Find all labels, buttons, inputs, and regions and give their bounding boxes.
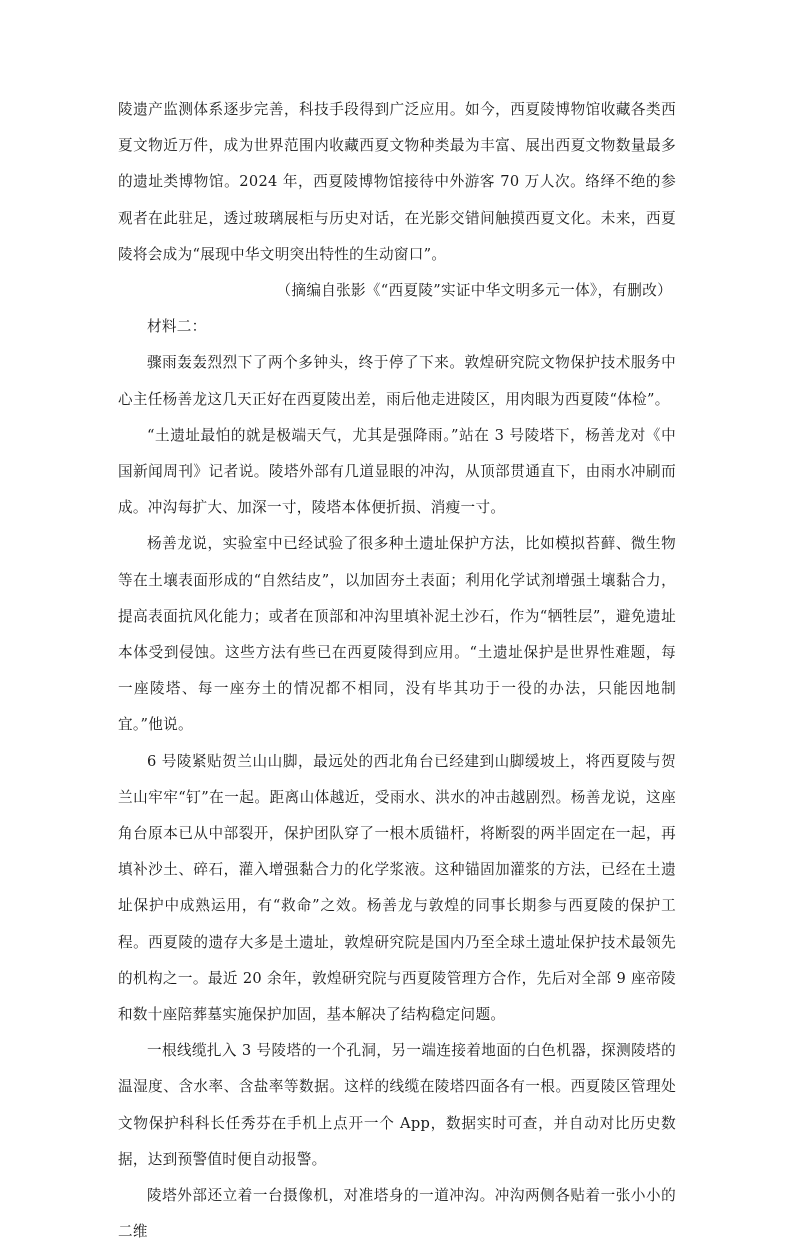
source-citation: （摘编自张影《“西夏陵”实证中华文明多元一体》，有删改） [276,282,672,300]
paragraph-rain: 骤雨轰轰烈烈下了两个多钟头，终于停了下来。敦煌研究院文物保护技术服务中心主任杨善龙这几天正好在西夏陵出差，雨后他走进陵区，用肉眼为西夏陵“体检”。 [118,354,676,408]
document-page [118,92,676,1251]
paragraph-protection-methods: 杨善龙说，实验室中已经试验了很多种土遗址保护方法，比如模拟苔藓、微生物等在土壤表面形成的“自然结皮”，以加固夯土表面；利用化学试剂增强土壤黏合力，提高表面抗风化能力；或者在顶部和冲沟里填补泥土沙石，作为“牺牲层”，避免遗址本体受到侵蚀。这些方法有些已在西夏陵得到应用。“土遗址保护是世界性难题，每一座陵塔、每一座夯土的情况都不相同，没有毕其功于一役的办法，只能因地制宜。”他说。 [118,535,676,734]
paragraph-monitoring-cable: 一根线缆扎入 3 号陵塔的一个孔洞，另一端连接着地面的白色机器，探测陵塔的温湿度、含水率、含盐率等数据。这样的线缆在陵塔四面各有一根。西夏陵区管理处文物保护科科长任秀芬在手机上点开一个 App，数据实时可查，并自动对比历史数据，达到预警值时便自动报警。 [118,1042,676,1168]
paragraph-intro-continued: 陵遗产监测体系逐步完善，科技手段得到广泛应用。如今，西夏陵博物馆收藏各类西夏文物近万件，成为世界范围内收藏西夏文物种类最为丰富、展出西夏文物数量最多的遗址类博物馆。2024 年，西夏陵博物馆接待中外游客 70 万人次。络绎不绝的参观者在此驻足，透过玻璃展柜与历史对话，在光影交错间触摸西夏文化。未来，西夏陵将会成为“展现中华文明突出特性的生动窗口”。 [118,101,676,263]
material-two-heading: 材料二： [147,318,207,336]
paragraph-camera: 陵塔外部还立着一台摄像机，对准塔身的一道冲沟。冲沟两侧各贴着一张小小的二维 [118,1187,676,1241]
paragraph-tomb-six: 6 号陵紧贴贺兰山山脚，最远处的西北角台已经建到山脚缓坡上，将西夏陵与贺兰山牢牢“钉”在一起。距离山体越近，受雨水、洪水的冲击越剧烈。杨善龙说，这座角台原本已从中部裂开，保护团队穿了一根木质锚杆，将断裂的两半固定在一起，再填补沙土、碎石，灌入增强黏合力的化学浆液。这种锚固加灌浆的方法，已经在土遗址保护中成熟运用，有“救命”之效。杨善龙与敦煌的同事长期参与西夏陵的保护工程。西夏陵的遗存大多是土遗址，敦煌研究院是国内乃至全球土遗址保护技术最领先的机构之一。最近 20 余年，敦煌研究院与西夏陵管理方合作，先后对全部 9 座帝陵和数十座陪葬墓实施保护加固，基本解决了结构稳定问题。 [118,752,676,1024]
paragraph-extreme-weather: “土遗址最怕的就是极端天气，尤其是强降雨。”站在 3 号陵塔下，杨善龙对《中国新闻周刊》记者说。陵塔外部有几道显眼的冲沟，从顶部贯通直下，由雨水冲刷而成。冲沟每扩大、加深一寸，陵塔本体便折损、消瘦一寸。 [118,426,676,517]
